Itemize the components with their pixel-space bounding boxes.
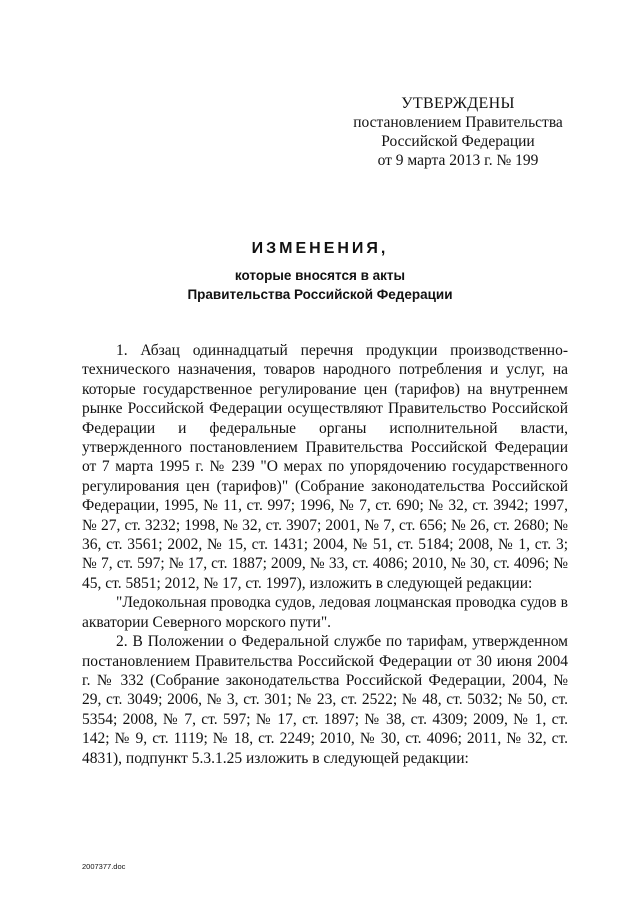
footer-filename: 2007377.doc xyxy=(82,862,126,871)
approval-block xyxy=(330,94,586,170)
approval-line-3: от 9 марта 2013 г. № 199 xyxy=(377,152,539,169)
document-subtitle-1: которые вносятся в акты xyxy=(234,268,406,283)
paragraph-1: 1. Абзац одиннадцатый перечня продукции производственно-технического назначения, товаров народного потребления и услуг, на которые государственное регулирование цен (тарифов) на внутреннем рынке Российской Федерации осуществляют Правительство Российской Федерации и федеральные органы исполнительной власти, утвержденного постановлением Правительства Российской Федерации от 7 марта 1995 г. № 239 "О мерах по упорядочению государственного регулирования цен (тарифов)" (Собрание законодательства Российской Федерации, 1995, № 11, ст. 997; 1996, № 7, ст. 690; № 32, ст. 3942; 1997, № 27, ст. 3232; 1998, № 32, ст. 3907; 2001, № 7, ст. 656; № 26, ст. 2680; № 36, ст. 3561; 2002, № 15, ст. 1431; 2004, № 51, ст. 5184; 2008, № 1, ст. 3; № 7, ст. 597; № 17, ст. 1887; 2009, № 33, ст. 4086; 2010, № 30, ст. 4096; № 45, ст. 5851; 2012, № 17, ст. 1997), изложить в следующей редакции: xyxy=(82,342,568,592)
approval-line-2: Российской Федерации xyxy=(381,133,535,150)
document-body xyxy=(82,341,568,768)
paragraph-quote: "Ледокольная проводка судов, ледовая лоцманская проводка судов в акватории Северного морского пути". xyxy=(82,594,568,631)
paragraph-2: 2. В Положении о Федеральной службе по тарифам, утвержденном постановлением Правительства Российской Федерации от 30 июня 2004 г. № 332 (Собрание законодательства Российской Федерации, 2004, № 29, ст. 3049; 2006, № 3, ст. 301; № 23, ст. 2522; № 48, ст. 5032; № 50, ст. 5354; 2008, № 7, ст. 597; № 17, ст. 1897; № 38, ст. 4309; 2009, № 1, ст. 142; № 9, ст. 1119; № 18, ст. 2249; 2010, № 30, ст. 4096; 2011, № 32, ст. 4831), подпункт 5.3.1.25 изложить в следующей редакции: xyxy=(82,633,568,767)
document-subtitle-2: Правительства Российской Федерации xyxy=(187,287,453,302)
document-title: ИЗМЕНЕНИЯ, xyxy=(251,240,389,257)
approval-heading: УТВЕРЖДЕНЫ xyxy=(401,95,515,112)
approval-line-1: постановлением Правительства xyxy=(353,114,563,131)
